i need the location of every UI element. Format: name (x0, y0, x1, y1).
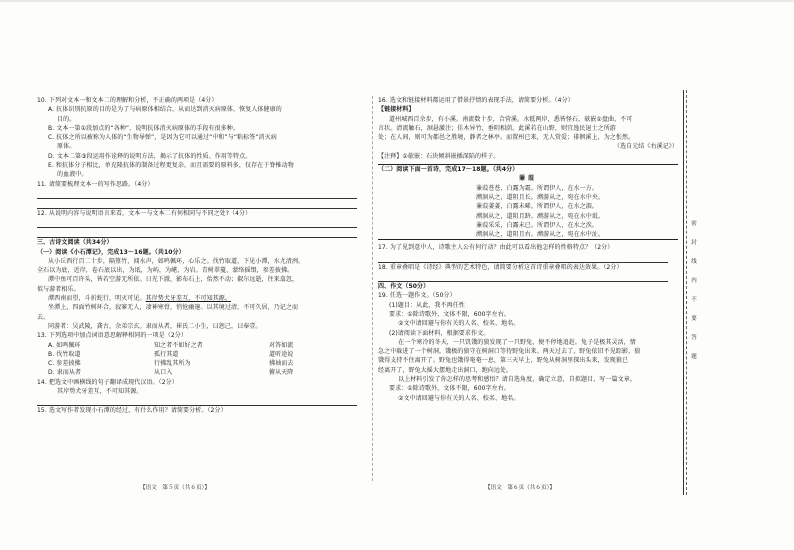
passage-line: 潭中鱼可百许头，皆若空游无所依。日光下澈，影布石上，佁然不动；俶尔远逝，往来翕忽， (48, 276, 299, 284)
option-10a: A. 抗体识别抗原的目的是为了与病原体相结合，从而达到消灭病原体，恢复人体健康的 (48, 106, 282, 114)
poem-line: 溯洄从之，道阻且长。溯游从之，宛在水中央。 (476, 193, 605, 201)
requirement: ②文中请回避与你有关的人名、校名、地名。 (398, 320, 520, 328)
question-17: 17. 为了见到意中人，诗歌主人公有何行动？由此可以看出他怎样的性格特点？（2分） (378, 244, 614, 252)
section-3-heading: 三、古诗文阅读（共34分） (37, 239, 113, 247)
link-passage-line: 言状。清流触石，洄悬激注；佳木异竹，垂阴相荫。此溪若在山野，则宜逸民退士之所游 (378, 124, 616, 132)
question-13: 13. 下列选项中加点词语意思解释相同的一项是（2分） (37, 332, 187, 340)
requirement: ②文中请回避与你有关的人名、校名、地名。 (398, 394, 520, 402)
link-passage-line: 道州城西百余步，有小溪。南流数十步，合营溪。水抵两岸，悉皆怪石，欹嵌①盘曲，不可 (389, 115, 633, 123)
poem-box (378, 164, 678, 240)
page-6-footer: 【语文 第６页（共６页）】 (485, 485, 555, 491)
scan-edge (0, 0, 794, 2)
page-divider (372, 96, 373, 481)
poem-line: 溯洄从之，道阻且跻。溯游从之，宛在水中坻。 (476, 212, 605, 220)
passage-line: 从小丘西行百二十步，隔篁竹，闻水声，如鸣佩环，心乐之。伐竹取道，下见小潭，水尤清洌。 (48, 257, 305, 265)
passage-line: 全石以为底，近岸，卷石底以出，为坻，为屿，为嵁，为岩。青树翠蔓，蒙络摇缀，参差披拂。 (37, 267, 294, 275)
requirement: 要求：①除诗歌外，文体不限，600字左右。 (389, 385, 510, 393)
option-10e: E. 和抗体分子相比，单克隆抗体的制备过程更复杂，而且需要的原料多，仅存在于脊椎动物 (48, 162, 294, 170)
question-15: 15. 选文写作者发现小石潭的经过，有什么作用？请简要分析。（2分） (37, 407, 227, 415)
section-4-heading: 四、作文（50分） (378, 283, 430, 291)
seal-line (683, 90, 684, 495)
option-row: B. 伐竹取道 孤行其道 道听途说 (48, 350, 294, 358)
material-line: 急之中躲进了一个树洞，饿极的狼守在树洞口等待野兔出来。两天过去了，野兔依旧不见踪影，狼 (378, 348, 641, 356)
material-line: 以上材料引发了你怎样的思考和感悟？请自选角度，确定立意，自拟题目，写一篇文章。 (398, 376, 636, 384)
poem-title: 蒹葭 (518, 175, 537, 183)
answer-line (378, 253, 668, 263)
option-10e-cont: 的血液中。 (57, 171, 88, 179)
option-10a-cont: 目的。 (57, 115, 76, 123)
question-14-sentence: 其岸势犬牙差互，不可知其源。 (57, 388, 143, 396)
option-row: D. 隶而从者 从口入 俯从天降 (48, 369, 294, 377)
poem-line: 蒹葭采采，白露未已。所谓伊人，在水之涘。 (476, 221, 599, 229)
subsection-1-heading: （一）阅读《小石潭记》，完成13～16题。（共10分） (37, 248, 185, 256)
poem-line: 蒹葭苍苍，白露为霜。所谓伊人，在水一方。 (476, 184, 599, 192)
underlined-sentence: 其岸势犬牙差互，不可知其源。 (145, 295, 232, 303)
answer-line (378, 272, 668, 282)
question-11: 11. 请简要梳理文本一的写作思路。（4分） (37, 180, 154, 188)
question-19: 19. 任选一题作文。（50分） (378, 292, 456, 300)
material-line: 经离开了，野兔大摇大摆地走出洞口，跑向远处。 (378, 366, 513, 374)
passage-line: 去。 (37, 313, 50, 321)
option-10d: D. 文本二第③段运用作诠释的说明方法，揭示了抗体的性质、作用等特点。 (48, 152, 252, 160)
page-6-column (378, 96, 678, 403)
option-10c-cont: 原体。 (57, 143, 76, 151)
page-5-column (37, 96, 367, 416)
question-10: 10. 下列对文本一和文本二的理解和分析，不正确的两项是（4分） (37, 97, 218, 104)
answer-line (37, 396, 357, 406)
link-material-title: 【链接材料】 (378, 106, 415, 114)
passage-line: 坐潭上，四面竹树环合，寂寥无人，凄神寒骨，悄怆幽邃。以其境过清，不可久居，乃记之而 (48, 304, 299, 312)
poem-line: 蒹葭萋萋，白露未晞。所谓伊人，在水之湄。 (476, 203, 599, 211)
subsection-2-heading: （二）阅读下面一首诗，完成17～18题。（共4分） (378, 166, 519, 174)
annotation-note: 【注释】①欹嵌：石块倾斜嵌插深陷的样子。 (378, 152, 500, 160)
topic-2: (2)请阅读下面材料，根据要求作文。 (389, 329, 490, 337)
answer-line (37, 189, 357, 199)
passage-line: 似与游者相乐。 (37, 285, 80, 293)
page-5-footer: 【语文 第５页（共６页）】 (140, 485, 210, 491)
seal-line-notice: 密封线内不要答题 (691, 221, 697, 360)
material-line: 饿得支持不住离开了。野兔也饿得奄奄一息，第三天早上，野兔从树洞里探出头来，发现狼已 (378, 357, 629, 365)
option-row: C. 参差披拂 行拂乱其所为 拂袖而去 (48, 360, 294, 368)
question-18: 18. 重章叠唱是《诗经》典型的艺术特色，请简要分析这首诗重章叠唱的表达效果。（2分） (378, 263, 623, 271)
answer-line (37, 199, 357, 209)
poem-line: 溯洄从之，道阻且右。溯游从之，宛在水中沚。 (476, 231, 605, 239)
option-10b: B. 文本一第①段加点的“各种”，说明抗体消灭病原体的手段有很多种。 (48, 124, 239, 132)
answer-line (37, 218, 357, 228)
question-14: 14. 把选文中画横线的句子翻译成现代汉语。（2分） (37, 378, 178, 386)
topic-1: (1)题目：从此，我不再任性 (389, 301, 465, 309)
answer-line (37, 228, 357, 238)
passage-line: 潭西南而望，斗折蛇行，明灭可见。其岸势犬牙差互，不可知其源。 (48, 295, 232, 303)
material-line: 在一个寒冷的冬天，一只饥饿的狼发现了一只野兔，便不停地追赶。兔子是极其灵活，情 (398, 338, 636, 346)
question-12: 12. 从说明内容与说明语言来看，文本一与文本二有何相同与不同之处?（4分） (37, 209, 252, 217)
seal-line-dashed (686, 90, 687, 495)
passage-line: 同游者：吴武陵，龚古，余弟宗玄。隶而从者，崔氏二小生，曰恕己，曰奉壹。 (48, 322, 262, 330)
source-citation: （选自元结《右溪记》） (613, 143, 678, 151)
option-10c: C. 抗体之所以被称为人体的“生物导弹”，是因为它可以通过“中和”与“粘标签”消灭病 (48, 134, 277, 142)
requirement: 要求：①除诗歌外，文体不限，600字左右。 (389, 310, 510, 318)
link-passage-line: 处；在人间，则可为都邑之胜境，静者之林亭。而置州已来，无人赏爱；徘徊溪上，为之怅然。 (378, 134, 635, 142)
option-row: A. 如鸣佩环 知之者不如好之者 对答如流 (48, 341, 294, 349)
question-16: 16. 选文和链接材料都运用了借景抒情的表现手法，请简要分析。（4分） (378, 97, 574, 104)
